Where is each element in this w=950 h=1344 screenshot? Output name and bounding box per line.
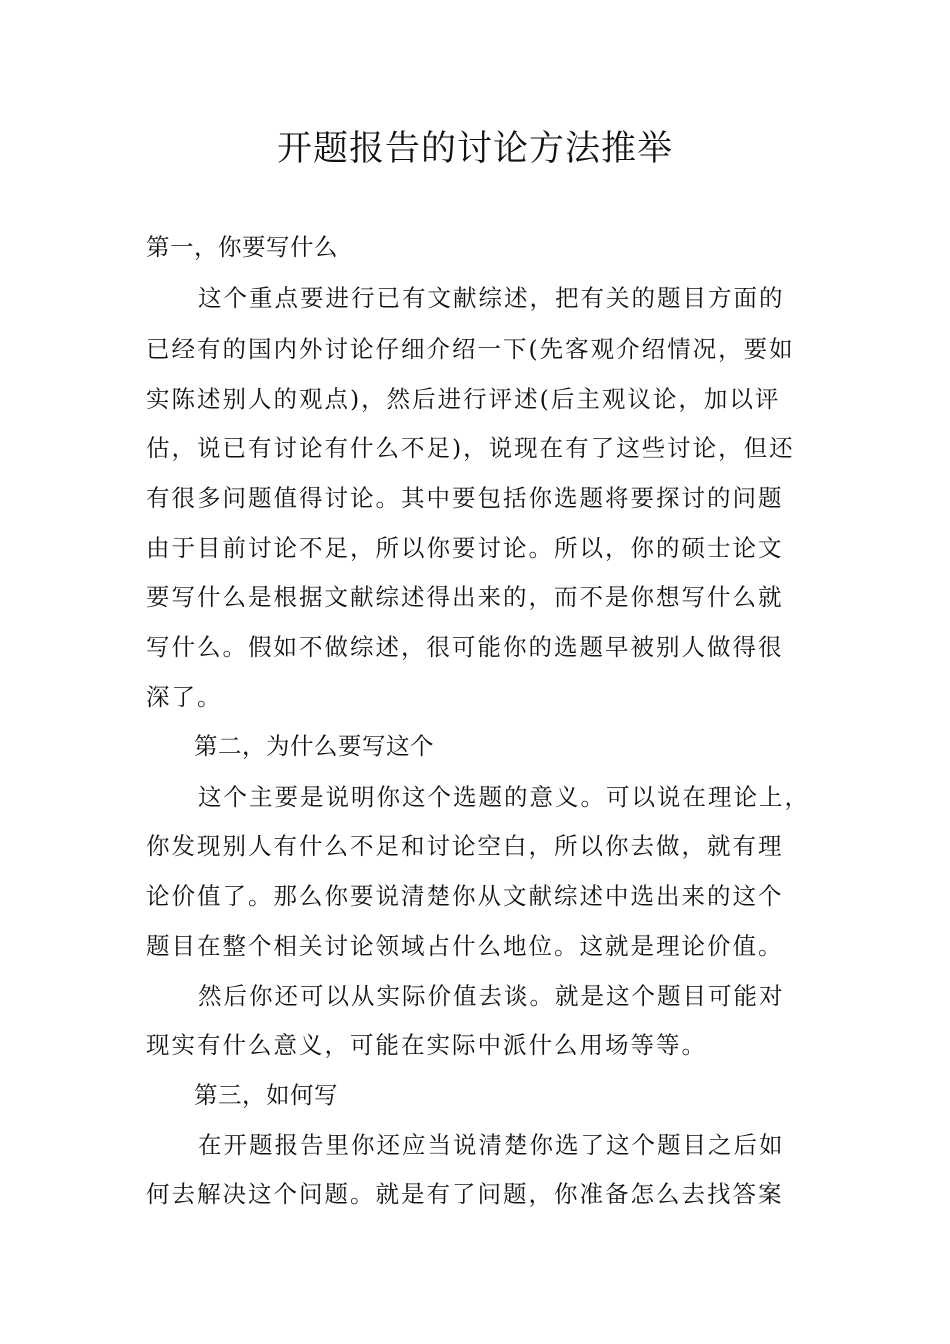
paragraph-line: 题目在整个相关讨论领域占什么地位。这就是理论价值。: [146, 932, 784, 960]
paragraph-line: 在开题报告里你还应当说清楚你选了这个题目之后如: [198, 1131, 785, 1159]
paragraph-line: 深了。: [146, 683, 223, 711]
paragraph-line: 写什么。假如不做综述，很可能你的选题早被别人做得很: [146, 633, 784, 661]
section-heading-3: 第三，如何写: [194, 1081, 338, 1109]
paragraph-line: 已经有的国内外讨论仔细介绍一下(先客观介绍情况，要如: [146, 335, 795, 363]
paragraph-line: 估，说已有讨论有什么不足)，说现在有了这些讨论，但还: [146, 434, 795, 462]
paragraph-line: 现实有什么意义，可能在实际中派什么用场等等。: [146, 1031, 707, 1059]
paragraph-line: 由于目前讨论不足，所以你要讨论。所以，你的硕士论文: [146, 534, 784, 562]
paragraph-line: 这个重点要进行已有文献综述，把有关的题目方面的: [198, 284, 785, 312]
paragraph-line: 你发现别人有什么不足和讨论空白，所以你去做，就有理: [146, 832, 784, 860]
paragraph-line: 何去解决这个问题。就是有了问题，你准备怎么去找答案: [146, 1180, 784, 1208]
paragraph-line: 论价值了。那么你要说清楚你从文献综述中选出来的这个: [146, 882, 784, 910]
paragraph-line: 然后你还可以从实际价值去谈。就是这个题目可能对: [198, 982, 785, 1010]
section-heading-1: 第一，你要写什么: [146, 233, 338, 261]
paragraph-line: 这个主要是说明你这个选题的意义。可以说在理论上，: [198, 783, 810, 811]
document-title: 开题报告的讨论方法推举: [276, 129, 673, 169]
paragraph-line: 要写什么是根据文献综述得出来的，而不是你想写什么就: [146, 583, 784, 611]
paragraph-line: 有很多问题值得讨论。其中要包括你选题将要探讨的问题: [146, 484, 784, 512]
paragraph-line: 实陈述别人的观点)，然后进行评述(后主观议论，加以评: [146, 385, 781, 413]
section-heading-2: 第二，为什么要写这个: [194, 732, 434, 760]
